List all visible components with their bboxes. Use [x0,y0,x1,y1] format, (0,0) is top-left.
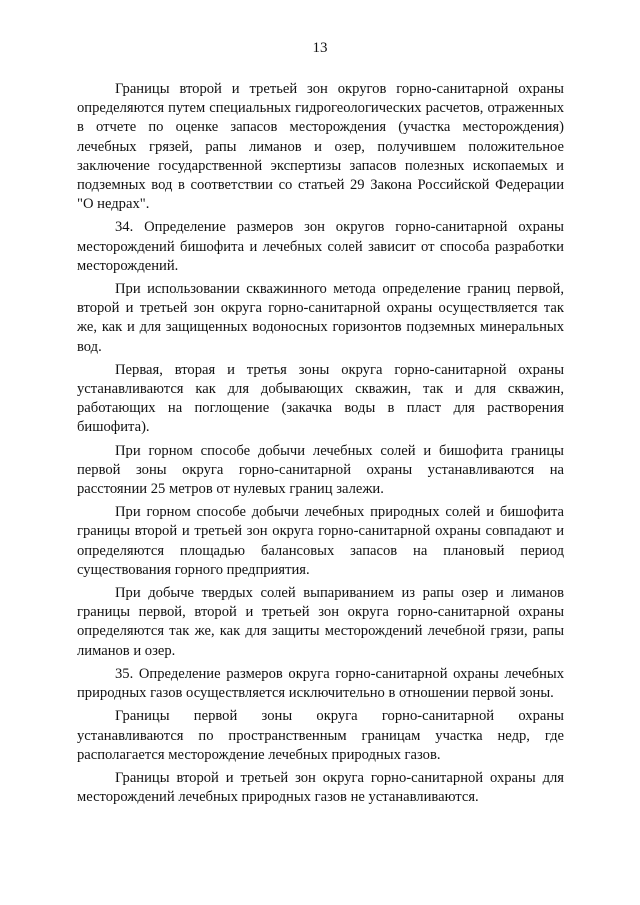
paragraph: При горном способе добычи лечебных природных солей и бишофита границы второй и третьей зон округа горно-санитарной охраны совпадают и определяются площадью балансовых запасов на плановый период существования горного предприятия. [77,504,564,578]
paragraph: 35. Определение размеров округа горно-санитарной охраны лечебных природных газов осуществляется исключительно в отношении первой зоны. [77,665,564,702]
paragraph: При использовании скважинного метода определение границ первой, второй и третьей зон округа горно-санитарной охраны осуществляется так же, как и для защищенных водоносных горизонтов подземных минеральных вод. [77,281,564,355]
paragraph: Первая, вторая и третья зоны округа горно-санитарной охраны устанавливаются как для добывающих скважин, так и для скважин, работающих на поглощение (закачка воды в пласт для растворения бишофита). [77,361,564,436]
paragraph: При горном способе добычи лечебных солей и бишофита границы первой зоны округа горно-санитарной охраны устанавливаются на расстоянии 25 метров от нулевых границ залежи. [77,442,564,498]
paragraph: Границы второй и третьей зон округа горно-санитарной охраны для месторождений лечебных природных газов не устанавливаются. [77,769,564,806]
paragraph: Границы первой зоны округа горно-санитарной охраны устанавливаются по пространственным границам участка недр, где располагается месторождение лечебных природных газов. [77,708,564,763]
paragraph: Границы второй и третьей зон округов горно-санитарной охраны определяются путем специальных гидрогеологических расчетов, отраженных в отчете по оценке запасов месторождения (участка месторождения) лечебных грязей, рапы лиманов и озер, получившем положительное заключение государственной экспертизы запасов полезных ископаемых и подземных вод в соответствии со статьей 29 Закона Российской Федерации "О недрах". [77,81,564,213]
paragraph: При добыче твердых солей выпариванием из рапы озер и лиманов границы первой, второй и третьей зон округа горно-санитарной охраны определяются так же, как для защиты месторождений лечебной грязи, рапы лиманов и озер. [77,585,564,659]
document-body [77,80,564,811]
page-number: 13 [312,40,328,56]
paragraph: 34. Определение размеров зон округов горно-санитарной охраны месторождений бишофита и лечебных солей зависит от способа разработки месторождений. [77,219,564,274]
